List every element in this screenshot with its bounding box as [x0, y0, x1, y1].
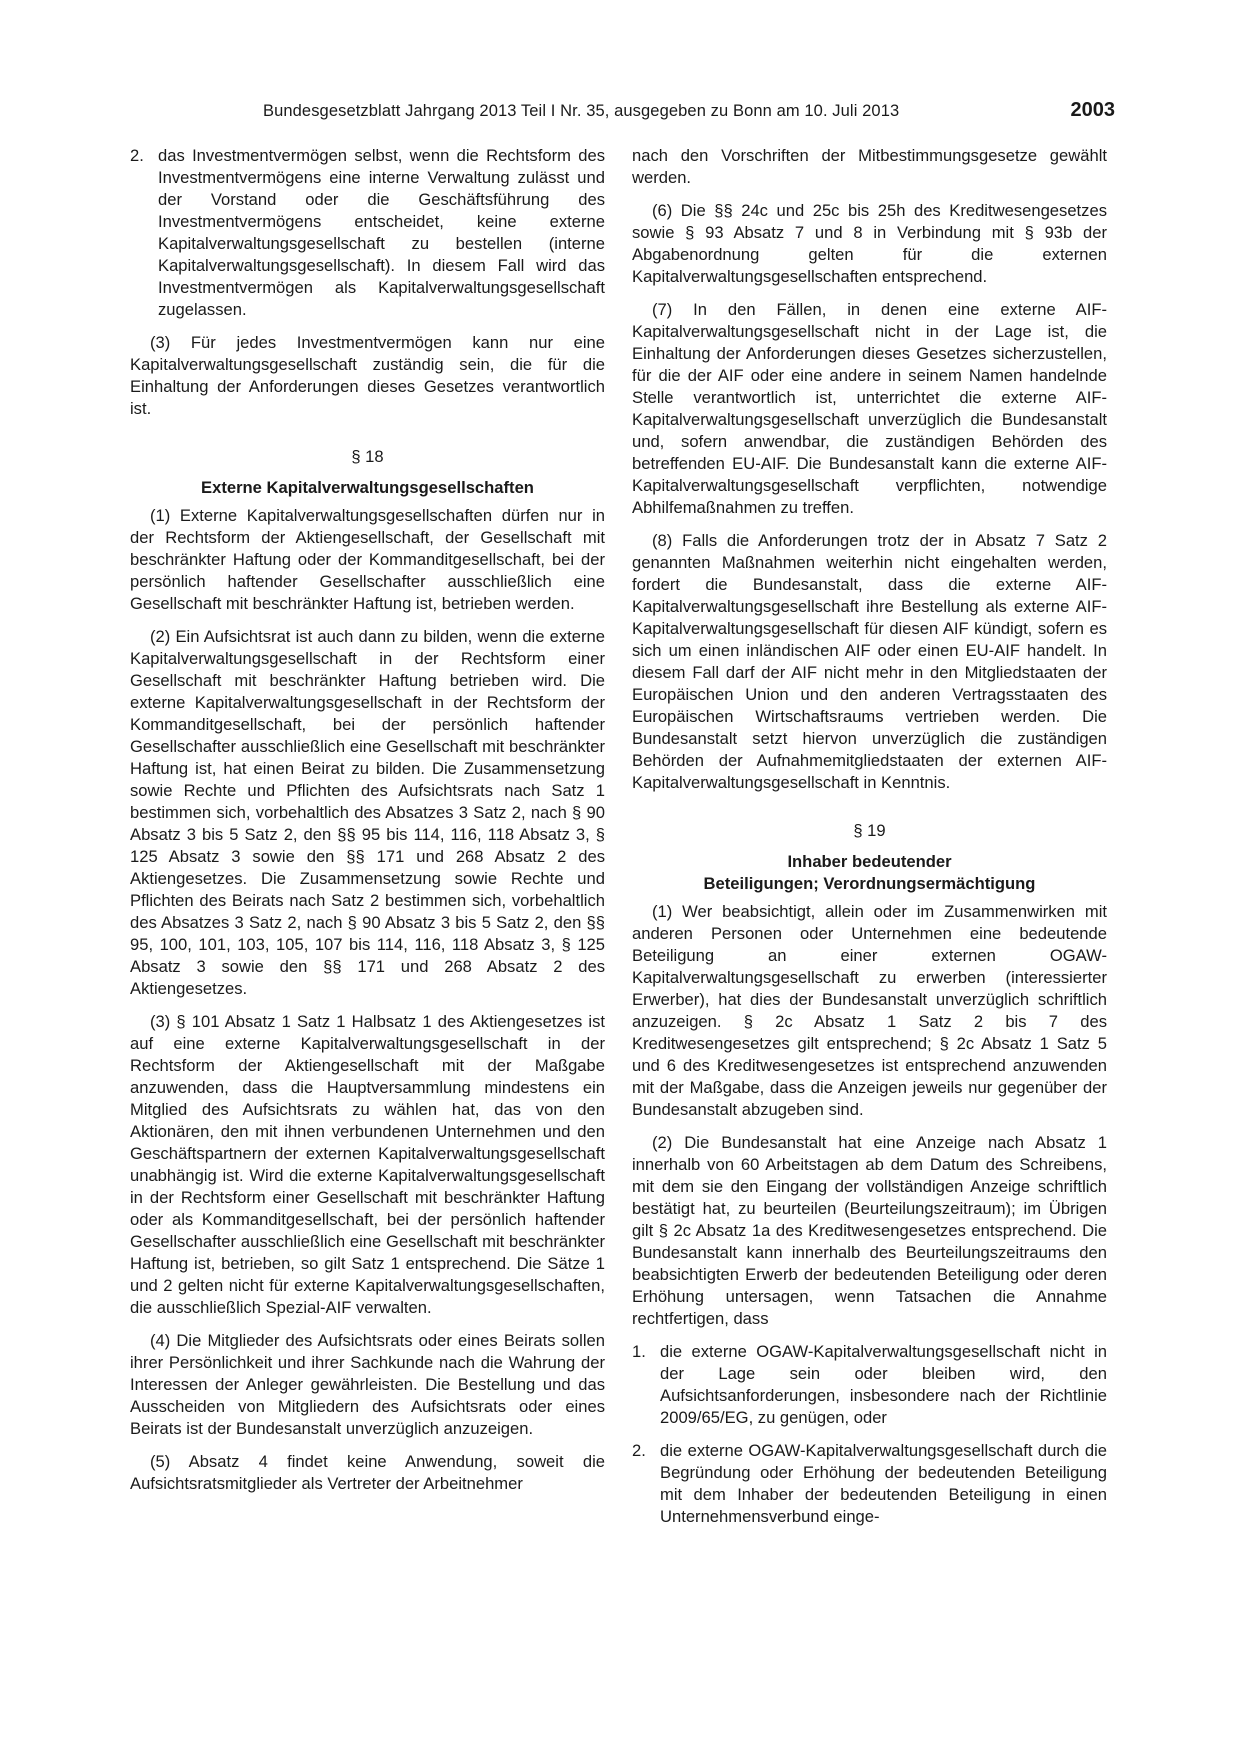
section-title-line: Beteiligungen; Verordnungsermächtigung: [703, 874, 1036, 893]
paragraph: (8) Falls die Anforderungen trotz der in Absatz 7 Satz 2 genannten Maßnahmen weiterhin nicht eingehalten werden, fordert die Bundesanstalt, dass die externe AIF-Kapitalverwaltungsgesellschaft ihre Bestellung als externe AIF-Kapitalverwaltungsgesellschaft für diesen AIF kündigt, sofern es sich um einen inländischen AIF oder einen EU-AIF handelt. In diesem Fall darf der AIF nicht mehr in den Mitgliedstaaten der Europäischen Union und den anderen Vertragsstaaten des Europäischen Wirtschaftsraums vertrieben werden. Die Bundesanstalt setzt hiervon unverzüglich die zuständigen Behörden der Aufnahmemitgliedstaaten der externen AIF-Kapitalverwaltungsgesellschaft in Kenntnis.: [632, 531, 1107, 792]
paragraph: (5) Absatz 4 findet keine Anwendung, soweit die Aufsichtsratsmitglieder als Vertreter der Arbeitnehmer: [130, 1452, 605, 1493]
paragraph: (3) § 101 Absatz 1 Satz 1 Halbsatz 1 des Aktiengesetzes ist auf eine externe Kapitalverwaltungsgesellschaft in der Rechtsform der Aktiengesellschaft mit der Maßgabe anzuwenden, dass die Hauptversammlung mindestens ein Mitglied des Aufsichtsrats zu wählen hat, das von den Aktionären, den mit ihnen verbundenen Unternehmen und den Geschäftspartnern der externen Kapitalverwaltungsgesellschaft unabhängig ist. Wird die externe Kapitalverwaltungsgesellschaft in der Rechtsform einer Gesellschaft mit beschränkter Haftung oder als Kommanditgesellschaft, bei der persönlich haftender Gesellschafter ausschließlich eine Gesellschaft mit beschränkter Haftung ist, betrieben, so gilt Satz 1 entsprechend. Die Sätze 1 und 2 gelten nicht für externe Kapitalverwaltungsgesellschaften, die ausschließlich Spezial-AIF verwalten.: [130, 1012, 605, 1317]
list-item: [130, 145, 605, 321]
list-item-text: die externe OGAW-Kapitalverwaltungsgesellschaft durch die Begründung oder Erhöhung der bedeutenden Beteiligung mit dem Inhaber der bedeutenden Beteiligung in einen Unternehmensverbund einge-: [660, 1441, 1107, 1526]
paragraph: (1) Externe Kapitalverwaltungsgesellschaften dürfen nur in der Rechtsform der Aktiengesellschaft, der Gesellschaft mit beschränkter Haftung oder der Kommanditgesellschaft, bei der persönlich haftender Gesellschafter ausschließlich eine Gesellschaft mit beschränkter Haftung ist, betrieben werden.: [130, 506, 605, 613]
paragraph: (2) Die Bundesanstalt hat eine Anzeige nach Absatz 1 innerhalb von 60 Arbeitstagen ab dem Datum des Schreibens, mit dem sie den Eingang der vollständigen Anzeige schriftlich bestätigt hat, zu beurteilen (Beurteilungszeitraum); im Übrigen gilt § 2c Absatz 1a des Kreditwesengesetzes entsprechend. Die Bundesanstalt kann innerhalb des Beurteilungszeitraums den beabsichtigten Erwerb der bedeutenden Beteiligung oder deren Erhöhung untersagen, wenn Tatsachen die Annahme rechtfertigen, dass: [632, 1133, 1107, 1328]
list-item-text: die externe OGAW-Kapitalverwaltungsgesellschaft nicht in der Lage sein oder bleiben wird, den Aufsichtsanforderungen, insbesondere nach der Richtlinie 2009/65/EG, zu genügen, oder: [660, 1342, 1107, 1427]
section-number: § 18: [351, 447, 384, 466]
paragraph: (6) Die §§ 24c und 25c bis 25h des Kreditwesengesetzes sowie § 93 Absatz 7 und 8 in Verbindung mit § 93b der Abgabenordnung gelten für die externen Kapitalverwaltungsgesellschaften entsprechend.: [632, 201, 1107, 286]
paragraph: (3) Für jedes Investmentvermögen kann nur eine Kapitalverwaltungsgesellschaft zuständig sein, die für die Einhaltung der Anforderungen dieses Gesetzes verantwortlich ist.: [130, 333, 605, 418]
paragraph-continuation: nach den Vorschriften der Mitbestimmungsgesetze gewählt werden.: [632, 146, 1107, 187]
running-title: Bundesgesetzblatt Jahrgang 2013 Teil I Nr. 35, ausgegeben zu Bonn am 10. Juli 2013: [263, 102, 900, 120]
page-number: 2003: [1070, 99, 1115, 121]
list-item-number: 2.: [130, 146, 144, 165]
running-header: [130, 100, 1115, 126]
section-title: Externe Kapitalverwaltungsgesellschaften: [201, 478, 534, 497]
section-title: [632, 851, 1107, 895]
list-item: [632, 1341, 1107, 1429]
list-item-text: das Investmentvermögen selbst, wenn die Rechtsform des Investmentvermögens eine interne Verwaltung zulässt und der Vorstand oder die Geschäftsführung des Investmentvermögens entscheidet, keine externe Kapitalverwaltungsgesellschaft zu bestellen (interne Kapitalverwaltungsgesellschaft). In diesem Fall wird das Investmentvermögen als Kapitalverwaltungsgesellschaft zugelassen.: [158, 146, 605, 319]
left-column: [130, 145, 605, 1506]
section-number: § 19: [853, 821, 886, 840]
paragraph: (2) Ein Aufsichtsrat ist auch dann zu bilden, wenn die externe Kapitalverwaltungsgesellschaft in der Rechtsform einer Gesellschaft mit beschränkter Haftung betrieben wird. Die externe Kapitalverwaltungsgesellschaft in der Rechtsform der Kommanditgesellschaft, bei der persönlich haftender Gesellschafter ausschließlich eine Gesellschaft mit beschränkter Haftung ist, hat einen Beirat zu bilden. Die Zusammensetzung sowie Rechte und Pflichten des Aufsichtsrats nach Satz 1 bestimmen sich, vorbehaltlich des Absatzes 3 Satz 2, nach § 90 Absatz 3 bis 5 Satz 2, den §§ 95 bis 114, 116, 118 Absatz 3, § 125 Absatz 3 sowie den §§ 171 und 268 Absatz 2 des Aktiengesetzes. Die Zusammensetzung sowie Rechte und Pflichten des Beirats nach Satz 2 bestimmen sich, vorbehaltlich des Absatzes 3 Satz 2, nach § 90 Absatz 3 bis 5 Satz 2, den §§ 95, 100, 101, 103, 105, 107 bis 114, 116, 118 Absatz 3, § 125 Absatz 3 sowie den §§ 171 und 268 Absatz 2 des Aktiengesetzes.: [130, 627, 605, 998]
right-column: [632, 145, 1107, 1539]
section-title-line: Inhaber bedeutender: [787, 852, 952, 871]
paragraph: (4) Die Mitglieder des Aufsichtsrats oder eines Beirats sollen ihrer Persönlichkeit und ihrer Sachkunde nach die Wahrung der Interessen der Anleger gewährleisten. Die Bestellung und das Ausscheiden von Mitgliedern des Aufsichtsrats oder eines Beirats ist der Bundesanstalt unverzüglich anzuzeigen.: [130, 1331, 605, 1438]
list-item: [632, 1440, 1107, 1528]
paragraph: (1) Wer beabsichtigt, allein oder im Zusammenwirken mit anderen Personen oder Unternehmen eine bedeutende Beteiligung an einer externen OGAW-Kapitalverwaltungsgesellschaft zu erwerben (interessierter Erwerber), hat dies der Bundesanstalt unverzüglich schriftlich anzuzeigen. § 2c Absatz 1 Satz 2 bis 7 des Kreditwesengesetzes gilt entsprechend; § 2c Absatz 1 Satz 5 und 6 des Kreditwesengesetzes ist entsprechend anzuwenden mit der Maßgabe, dass die Anzeigen jeweils nur gegenüber der Bundesanstalt abzugeben sind.: [632, 902, 1107, 1119]
paragraph: (7) In den Fällen, in denen eine externe AIF-Kapitalverwaltungsgesellschaft nicht in der Lage ist, die Einhaltung der Anforderungen dieses Gesetzes sicherzustellen, für die der AIF oder eine andere in seinem Namen handelnde Stelle verantwortlich ist, unterrichtet die externe AIF-Kapitalverwaltungsgesellschaft unverzüglich die Bundesanstalt und, sofern anwendbar, die zuständigen Behörden des betreffenden EU-AIF. Die Bundesanstalt kann die externe AIF-Kapitalverwaltungsgesellschaft verpflichten, notwendige Abhilfemaßnahmen zu treffen.: [632, 300, 1107, 517]
list-item-number: 1.: [632, 1342, 646, 1361]
list-item-number: 2.: [632, 1441, 646, 1460]
